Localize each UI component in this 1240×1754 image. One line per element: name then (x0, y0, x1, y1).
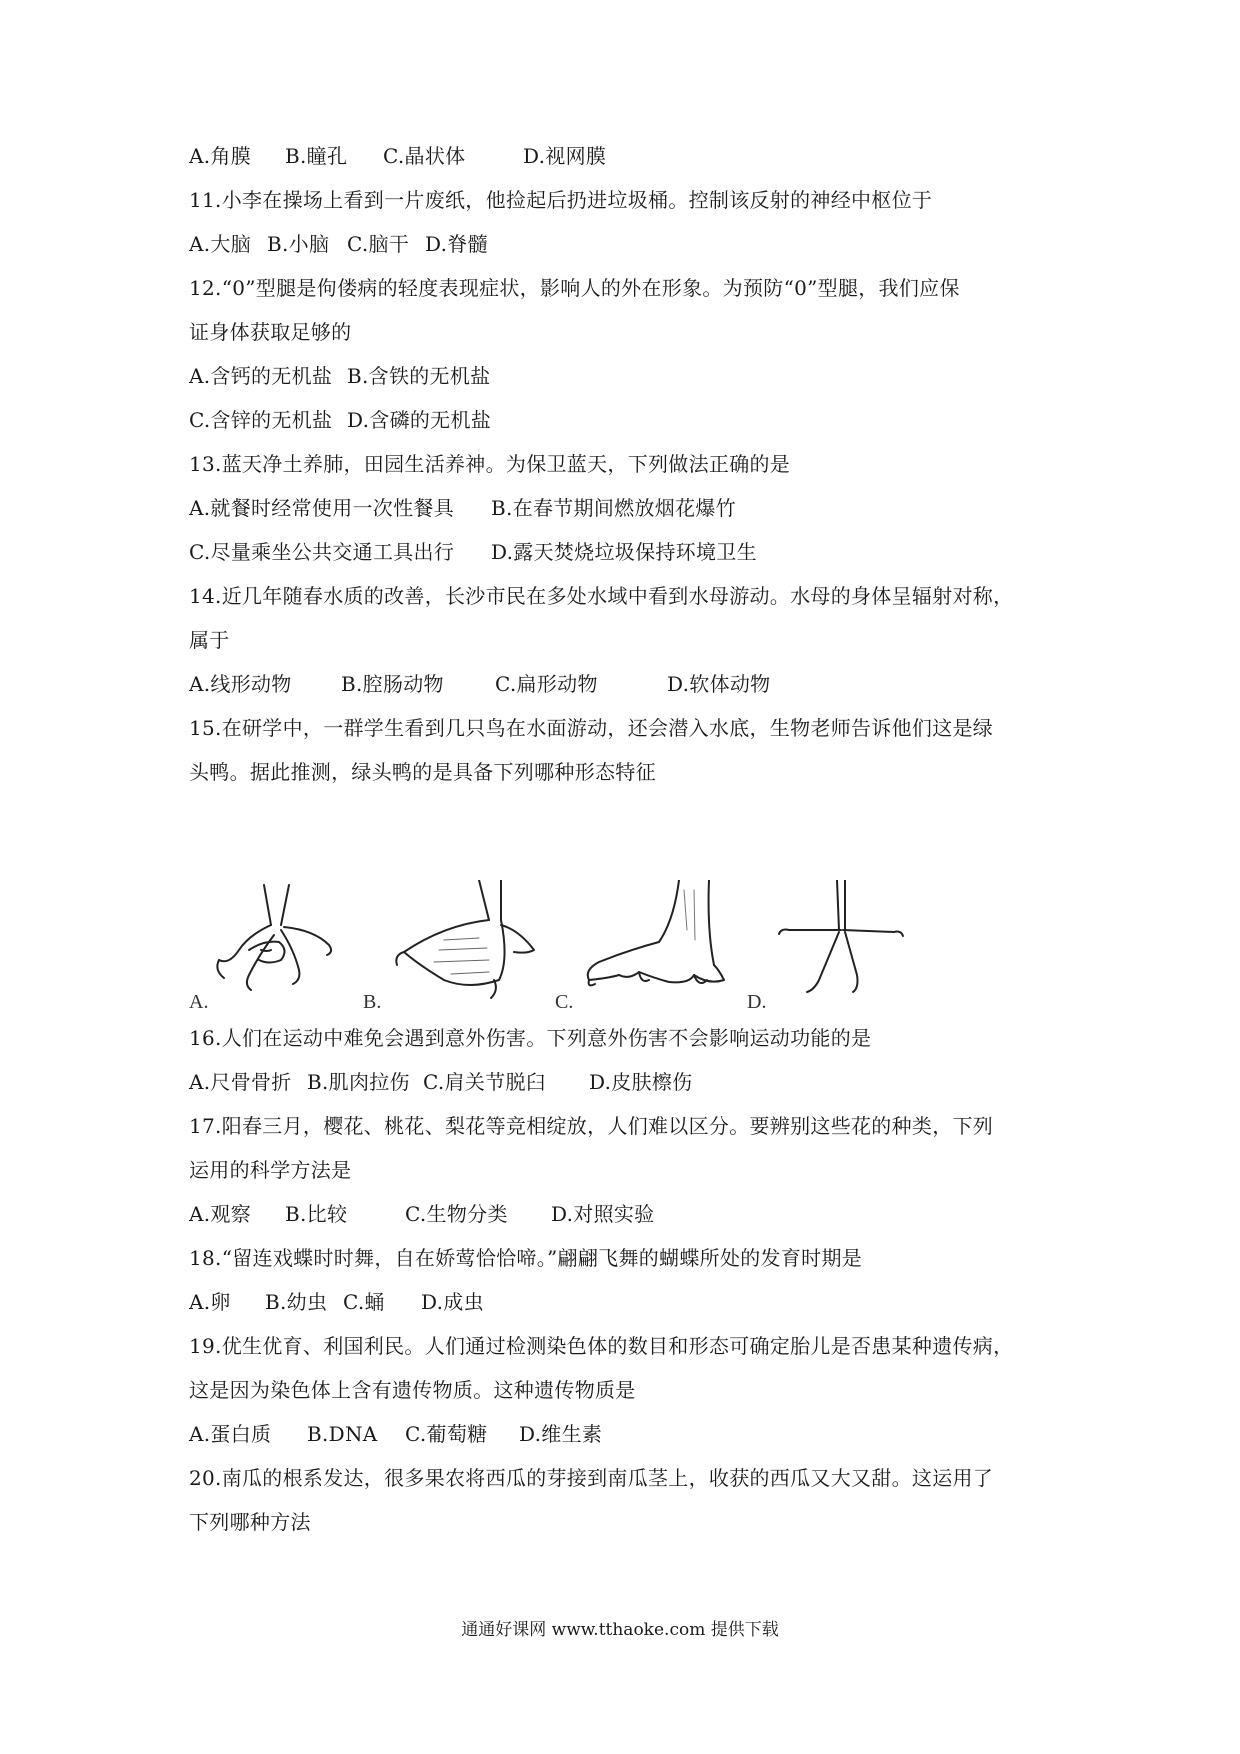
q18-option-b: B.幼虫 (265, 1290, 328, 1314)
q12-stem-line1: 12.“0”型腿是佝偻病的轻度表现症状，影响人的外在形象。为预防“0”型腿，我们应保 (189, 276, 960, 300)
q13-option-d: D.露天焚烧垃圾保持环境卫生 (491, 540, 757, 564)
q13-stem: 13.蓝天净土养肺，田园生活养神。为保卫蓝天，下列做法正确的是 (189, 452, 791, 476)
q10-option-b: B.瞳孔 (285, 144, 348, 168)
q10-option-a: A.角膜 (189, 144, 252, 168)
q13-option-c: C.尽量乘坐公共交通工具出行 (189, 540, 455, 564)
webbed-foot-drawing (396, 880, 534, 998)
q11-option-b: B.小脑 (267, 232, 330, 256)
bird-feet-illustration (189, 880, 1049, 1010)
q11-option-c: C.脑干 (347, 232, 410, 256)
q16-option-a: A.尺骨骨折 (189, 1070, 292, 1094)
page-footer: 通通好课网 www.tthaoke.com 提供下载 (461, 1620, 779, 1640)
figure-label-b: B. (363, 991, 382, 1010)
q14-option-b: B.腔肠动物 (341, 672, 444, 696)
q11-option-d: D.脊髓 (425, 232, 488, 256)
figure-label-c: C. (555, 991, 574, 1010)
q19-option-c: C.葡萄糖 (405, 1422, 488, 1446)
q10-option-c: C.晶状体 (383, 144, 466, 168)
q19-stem-line1: 19.优生优育、利国利民。人们通过检测染色体的数目和形态可确定胎儿是否患某种遗传病， (189, 1334, 1014, 1358)
q15-stem-line1: 15.在研学中，一群学生看到几只鸟在水面游动，还会潜入水底，生物老师告诉他们这是绿 (189, 716, 994, 740)
q12-option-b: B.含铁的无机盐 (347, 364, 491, 388)
q19-option-a: A.蛋白质 (189, 1422, 272, 1446)
q16-option-b: B.肌肉拉伤 (307, 1070, 410, 1094)
q14-option-d: D.软体动物 (667, 672, 771, 696)
q10-option-d: D.视网膜 (523, 144, 607, 168)
q11-stem: 11.小李在操场上看到一片废纸，他捡起后扔进垃圾桶。控制该反射的神经中枢位于 (189, 188, 933, 212)
q18-option-a: A.卵 (189, 1290, 231, 1314)
q19-option-b: B.DNA (307, 1422, 378, 1446)
q17-stem-line2: 运用的科学方法是 (189, 1158, 352, 1182)
q16-option-c: C.肩关节脱臼 (423, 1070, 547, 1094)
q12-stem-line2: 证身体获取足够的 (189, 320, 352, 344)
q17-stem-line1: 17.阳春三月，樱花、桃花、梨花等竞相绽放，人们难以区分。要辨别这些花的种类，下列 (189, 1114, 994, 1138)
q15-stem-line2: 头鸭。据此推测，绿头鸭的是具备下列哪种形态特征 (189, 760, 656, 784)
q17-option-a: A.观察 (189, 1202, 252, 1226)
q18-stem: 18.“留连戏蝶时时舞，自在娇莺恰恰啼。”翩翩飞舞的蝴蝶所处的发育时期是 (189, 1246, 863, 1270)
raptor-foot-drawing (217, 885, 331, 990)
figure-label-a: A. (189, 991, 209, 1010)
q13-option-b: B.在春节期间燃放烟花爆竹 (491, 496, 736, 520)
q17-option-c: C.生物分类 (405, 1202, 508, 1226)
q17-option-d: D.对照实验 (551, 1202, 655, 1226)
figure-label-d: D. (747, 991, 767, 1010)
q18-option-d: D.成虫 (421, 1290, 484, 1314)
q12-option-d: D.含磷的无机盐 (347, 408, 492, 432)
q12-option-a: A.含钙的无机盐 (189, 364, 333, 388)
q14-option-c: C.扁形动物 (495, 672, 598, 696)
q20-stem-line1: 20.南瓜的根系发达，很多果农将西瓜的芽接到南瓜茎上，收获的西瓜又大又甜。这运用了 (189, 1466, 994, 1490)
q18-option-c: C.蛹 (343, 1290, 385, 1314)
q14-option-a: A.线形动物 (189, 672, 292, 696)
q16-stem: 16.人们在运动中难免会遇到意外伤害。下列意外伤害不会影响运动功能的是 (189, 1026, 872, 1050)
thin-toed-foot-drawing (779, 880, 903, 992)
q17-option-b: B.比较 (285, 1202, 348, 1226)
q14-stem-line1: 14.近几年随春水质的改善，长沙市民在多处水域中看到水母游动。水母的身体呈辐射对称， (189, 584, 1014, 608)
bird-feet-figure (189, 880, 1049, 1010)
thick-foot-drawing (588, 880, 724, 985)
q12-option-c: C.含锌的无机盐 (189, 408, 333, 432)
q19-stem-line2: 这是因为染色体上含有遗传物质。这种遗传物质是 (189, 1378, 636, 1402)
q19-option-d: D.维生素 (519, 1422, 603, 1446)
q20-stem-line2: 下列哪种方法 (189, 1510, 311, 1534)
q11-option-a: A.大脑 (189, 232, 252, 256)
q13-option-a: A.就餐时经常使用一次性餐具 (189, 496, 455, 520)
q16-option-d: D.皮肤檫伤 (589, 1070, 693, 1094)
q14-stem-line2: 属于 (189, 628, 230, 652)
